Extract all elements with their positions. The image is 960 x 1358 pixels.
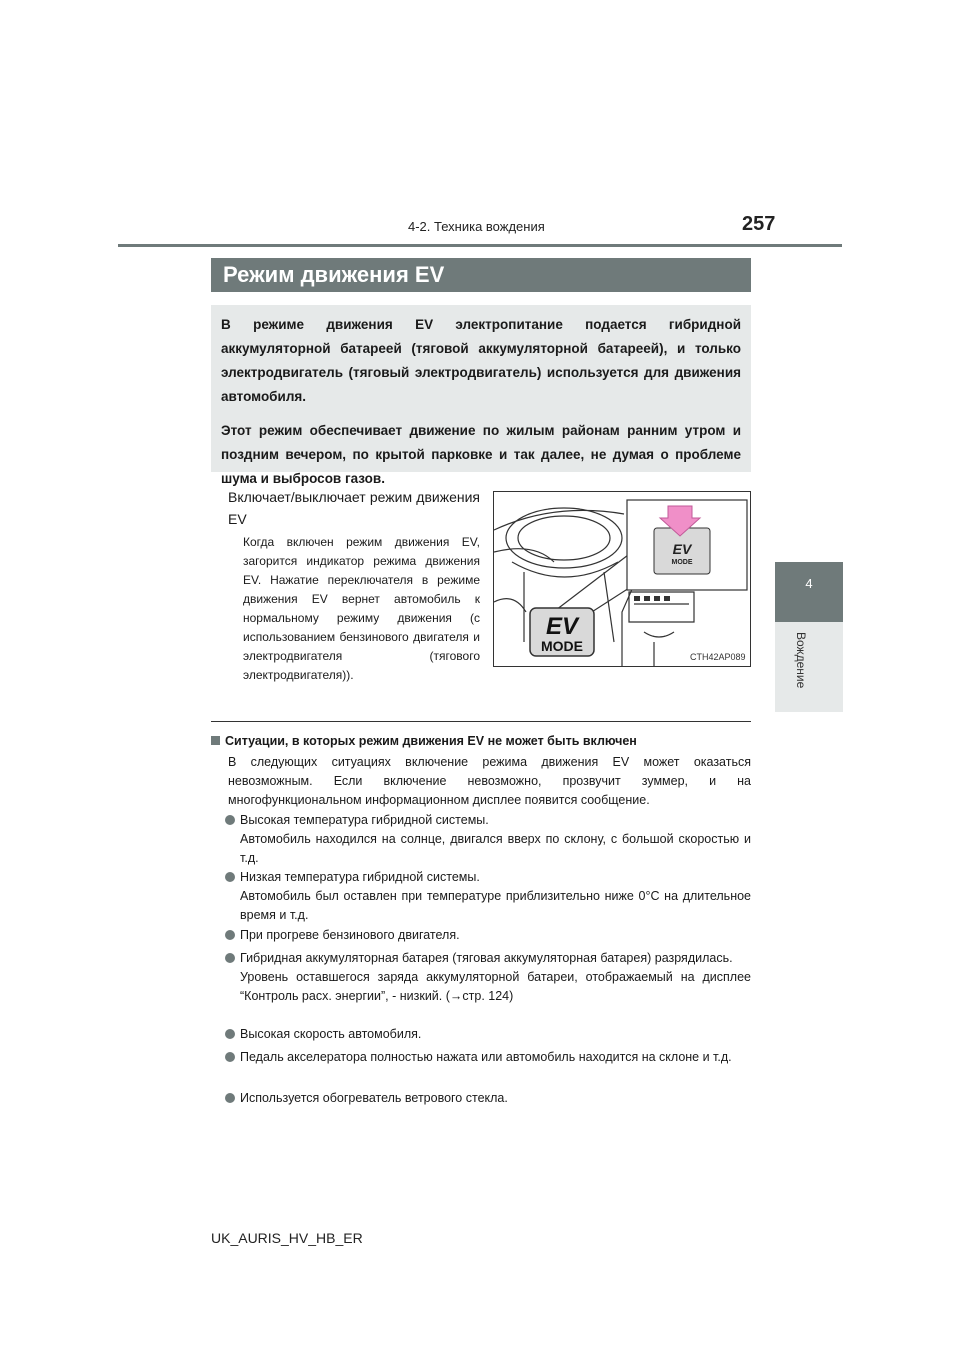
intro-paragraph-1: В режиме движения EV электропитание подается гибридной аккумуляторной батареей (тяговой аккумуляторной батареей), и только электродвигатель (тяговый электродвигатель) используется для движения автомобиля. [221, 317, 741, 404]
header-rule [118, 244, 842, 247]
chapter-label: Вождение [794, 632, 808, 689]
svg-text:MODE: MODE [671, 559, 693, 566]
circle-bullet-icon [225, 815, 235, 825]
mode-label: MODE [541, 638, 583, 654]
ev-mode-button-icon [672, 541, 693, 566]
chapter-number: 4 [805, 576, 813, 591]
list-item: Низкая температура гибридной системы. Автомобиль был оставлен при температуре приблизительно ниже 0°C на длительное время и т.д. [211, 868, 751, 925]
chapter-tab [775, 562, 843, 622]
section-title: Режим движения EV [223, 262, 445, 287]
svg-text:EV: EV [672, 541, 692, 557]
intro-box [211, 305, 751, 486]
header-section-title: 4-2. Техника вождения [408, 219, 545, 234]
footer-document-code: UK_AURIS_HV_HB_ER [211, 1230, 363, 1246]
section-title-bar [211, 258, 751, 292]
situations-heading: Ситуации, в которых режим движения EV не может быть включен [211, 734, 751, 748]
list-item: Гибридная аккумуляторная батарея (тяговая аккумуляторная батарея) разрядилась. Уровень оставшегося заряда аккумуляторной батареи, отображаемый на дисплее “Контроль расх. энергии”, - низкий. (→стр. 124) [211, 949, 751, 1006]
square-bullet-icon [211, 736, 220, 745]
chapter-tab-strip [775, 622, 843, 712]
list-item: Педаль акселератора полностью нажата или автомобиль находится на склоне и т.д. [211, 1048, 751, 1067]
circle-bullet-icon [225, 1029, 235, 1039]
figure-code: CTH42AP089 [690, 652, 746, 662]
list-item: Используется обогреватель ветрового стекла. [211, 1089, 751, 1108]
circle-bullet-icon [225, 1093, 235, 1103]
list-item: При прогреве бензинового двигателя. [211, 926, 751, 945]
dashboard-drawing [494, 492, 750, 666]
ev-label: EV [545, 613, 579, 640]
circle-bullet-icon [225, 953, 235, 963]
toggle-title: Включает/выключает режим движения EV [228, 489, 480, 527]
dashboard-illustration [493, 491, 751, 667]
section-divider [211, 721, 751, 722]
toggle-description: Когда включен режим движения EV, загорится индикатор режима движения EV. Нажатие переключателя в режиме движения EV вернет автомобиль к нормальному режиму движения (с использованием бензинового двигателя и электродвигателя (тягового электродвигателя)). [243, 535, 480, 682]
circle-bullet-icon [225, 1052, 235, 1062]
intro-paragraph-2: Этот режим обеспечивает движение по жилым районам ранним утром и поздним вечером, по крытой парковке и так далее, не думая о проблеме шума и выбросов газов. [221, 423, 741, 486]
page-number: 257 [742, 213, 776, 235]
situations-intro: В следующих ситуациях включение режима движения EV может оказаться невозможным. Если включение невозможно, прозвучит зуммер, и на многофункциональном информационном дисплее появится сообщение. [228, 755, 751, 807]
list-item: Высокая скорость автомобиля. [211, 1025, 751, 1044]
list-item: Высокая температура гибридной системы. Автомобиль находился на солнце, двигался вверх по склону, с большой скоростью и т.д. [211, 811, 751, 868]
circle-bullet-icon [225, 930, 235, 940]
circle-bullet-icon [225, 872, 235, 882]
